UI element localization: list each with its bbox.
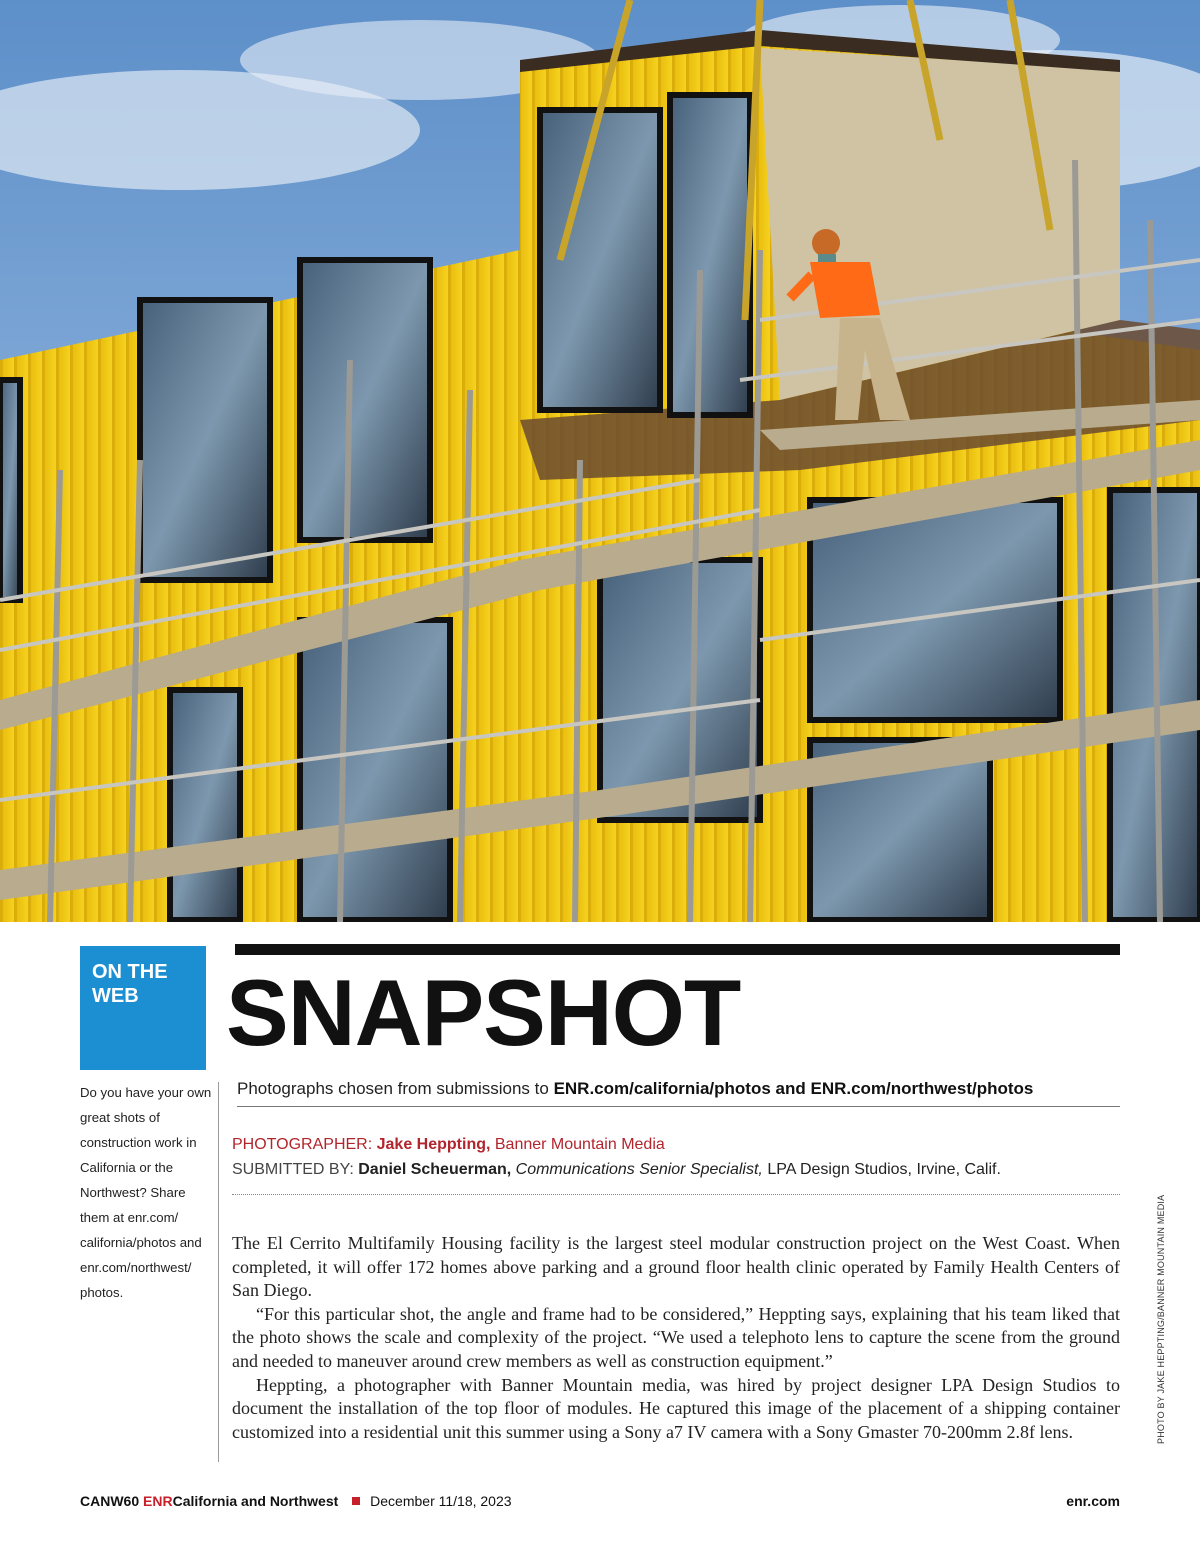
subtitle-prefix: Photographs chosen from submissions to xyxy=(237,1079,554,1098)
submitted-name: Daniel Scheuerman, xyxy=(358,1161,512,1178)
photographer-label: PHOTOGRAPHER: xyxy=(232,1136,377,1153)
photo-credit-text: PHOTO BY JAKE HEPPTING/BANNER MOUNTAIN MEDIA xyxy=(1156,1194,1166,1444)
photographer-name: Jake Heppting, xyxy=(376,1136,491,1153)
page-subtitle xyxy=(237,1079,1033,1099)
brand-logo: ENR xyxy=(143,1493,173,1509)
photographer-credit xyxy=(232,1136,665,1154)
page-footer xyxy=(80,1493,512,1509)
column-divider xyxy=(218,1082,219,1462)
article-paragraph-1: The El Cerrito Multifamily Housing facility is the largest steel modular construction project on the West Coast. When completed, it will offer 172 homes above parking and a ground floor health clinic operated by Family Health Centers of San Diego. xyxy=(232,1233,1120,1301)
article-body xyxy=(232,1232,1120,1444)
submitted-org: LPA Design Studios, Irvine, Calif. xyxy=(762,1161,1001,1178)
dotted-divider xyxy=(232,1194,1120,1195)
page-title: SNAPSHOT xyxy=(226,960,741,1065)
photographer-org: Banner Mountain Media xyxy=(490,1136,665,1153)
submitted-credit xyxy=(232,1161,1001,1179)
article-paragraph-3: Heppting, a photographer with Banner Mountain media, was hired by project designer LPA Design Studios to document the installation of the top floor of modules. He captured this image of the placement of a shipping container customized into a residential unit this summer using a Sony a7 IV camera with a Sony Gmaster 70-200mm 2.8f lens. xyxy=(232,1374,1120,1442)
on-the-web-text: Do you have your own great shots of construction work in California or the Northwest? Share them at enr.com/ california/photos and enr.com/northwest/ photos. xyxy=(80,1085,212,1300)
page-number: CANW60 xyxy=(80,1493,140,1509)
issue-date: December 11/18, 2023 xyxy=(370,1493,512,1509)
subtitle-links[interactable]: ENR.com/california/photos and ENR.com/northwest/photos xyxy=(553,1079,1034,1098)
photo-credit xyxy=(1156,1194,1168,1444)
magazine-name: California and Northwest xyxy=(172,1493,339,1509)
submitted-role: Communications Senior Specialist, xyxy=(511,1161,763,1178)
footer-url[interactable]: enr.com xyxy=(1066,1493,1120,1509)
title-bar xyxy=(235,944,1120,955)
on-the-web-box xyxy=(80,946,206,1070)
submitted-label: SUBMITTED BY: xyxy=(232,1161,359,1178)
on-the-web-title: ON THE WEB xyxy=(92,961,168,1007)
subtitle-rule xyxy=(237,1106,1120,1107)
article-paragraph-2: “For this particular shot, the angle and frame had to be considered,” Heppting says, explaining that his team liked that the photo shows the scale and complexity of the project. “We used a telephoto lens to capture the scene from the ground and needed to maneuver around crew members as well as construction equipment.” xyxy=(232,1303,1120,1371)
footer-square-icon xyxy=(352,1497,360,1505)
